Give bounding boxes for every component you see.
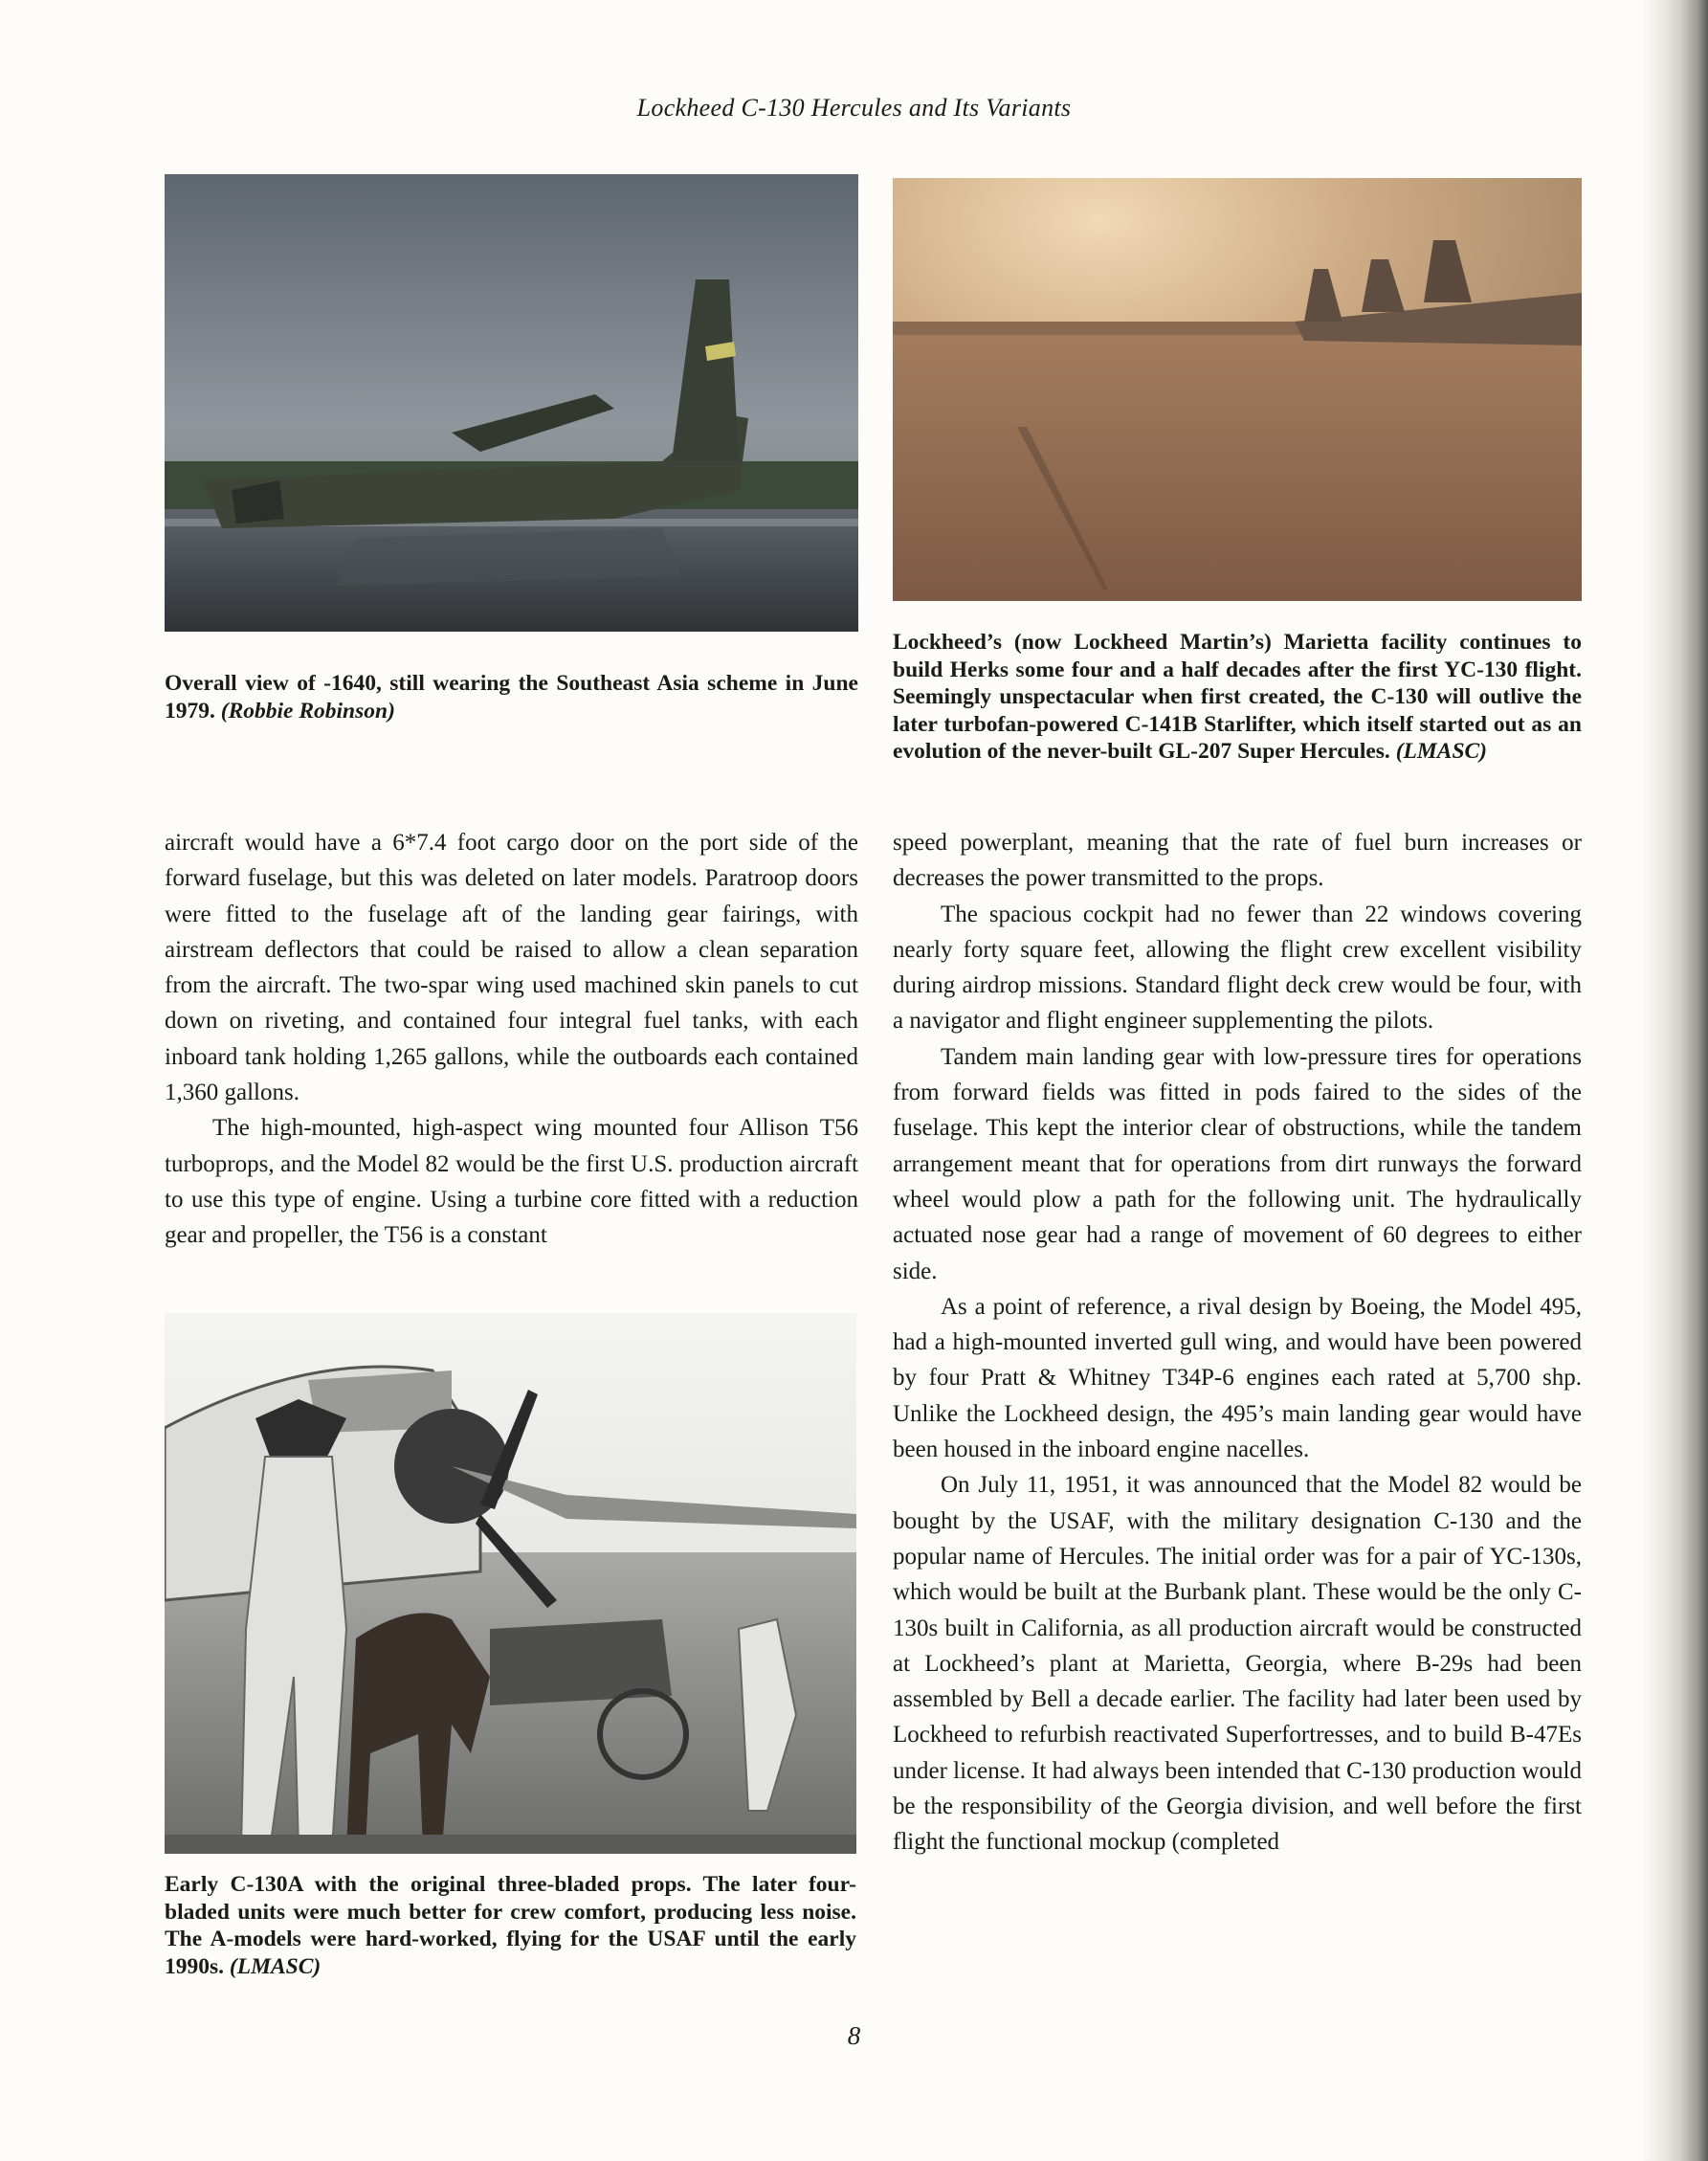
paragraph: On July 11, 1951, it was announced that the Model 82 would be bought by the USAF, with the military designation C-130 and the popular name of Hercules. The initial order was for a pair of YC-130s, which would be built at the Burbank plant. These would be the only C-130s built in California, as all production aircraft would be constructed at Lockheed’s plant at Marietta, Georgia, where B-29s had been assembled by Bell a decade earlier. The facility had later been used by Lockheed to refurbish reactivated Superfortresses, and to build B-47Es under license. It had always been intended that C-130 production would be the responsibility of the Georgia division, and well before the first flight the functional mockup (completed — [893, 1472, 1582, 1856]
paragraph: Tandem main landing gear with low-pressure tires for operations from forward fields was fitted in pods faired to the sides of the fuselage. This kept the interior clear of obstructions, while the tandem arrangement meant that for operations from dirt runways the forward wheel would plow a path for the following unit. The hydraulically actuated nose gear had a range of movement of 60 degrees to either side. — [893, 1043, 1582, 1284]
ox-cart-c130a-photo — [165, 1313, 856, 1854]
paragraph: As a point of reference, a rival design by Boeing, the Model 495, had a high-mounted inverted gull wing, and would have been powered by four Pratt & Whitney T34P-6 engines each rated at 5,700 shp. Unlike the Lockheed design, the 495’s main landing gear would have been housed in the inboard engine nacelles. — [893, 1293, 1582, 1463]
left-text-column — [165, 825, 858, 1254]
page-edge-shadow — [1641, 0, 1708, 2161]
caption-top-right: Lockheed’s (now Lockheed Martin’s) Marietta facility continues to build Herks some four and a half decades after the first YC-130 flight. Seemingly unspectacular when first created, the C-130 will outlive the later turbofan-powered C-141B Starlifter, which itself started out as an evolution of the never-built GL-207 Super Hercules. (LMASC) — [893, 630, 1582, 764]
caption-bottom-left: Early C-130A with the original three-bladed props. The later four-bladed units were much better for crew comfort, producing less noise. The A-models were hard-worked, flying for the USAF until the early 1990s. (LMASC) — [165, 1872, 856, 1979]
page-number: 8 — [847, 2021, 861, 2050]
paragraph: speed powerplant, meaning that the rate of fuel burn increases or decreases the power transmitted to the props. — [893, 830, 1582, 892]
rainy-flightline-aircraft-photo — [165, 174, 858, 632]
caption-top-left: Overall view of -1640, still wearing the Southeast Asia scheme in June 1979. (Robbie Robinson) — [165, 671, 858, 724]
photo-credit: (LMASC) — [1395, 739, 1488, 764]
right-text-column — [893, 825, 1582, 1860]
paragraph: The high-mounted, high-aspect wing mounted four Allison T56 turboprops, and the Model 82 would be the first U.S. production aircraft to use this type of engine. Using a turbine core fitted with a reduction gear and propeller, the T56 is a constant — [165, 1115, 858, 1249]
paragraph: aircraft would have a 6*7.4 foot cargo door on the port side of the forward fuselage, but this was deleted on later models. Paratroop doors were fitted to the fuselage aft of the landing gear fairings, with airstream deflectors that could be raised to allow a clean separation from the aircraft. The two-spar wing used machined skin panels to cut down on riveting, and contained four integral fuel tanks, with each inboard tank holding 1,265 gallons, while the outboards each contained 1,360 gallons. — [165, 830, 858, 1106]
running-head: Lockheed C-130 Hercules and Its Variants — [636, 94, 1072, 122]
paragraph: The spacious cockpit had no fewer than 22 windows covering nearly forty square feet, allowing the flight crew excellent visibility during airdrop missions. Standard flight deck crew would be four, with a navigator and flight engineer supplementing the pilots. — [893, 901, 1582, 1035]
photo-credit: (LMASC) — [229, 1953, 322, 1979]
photo-credit: (Robbie Robinson) — [220, 698, 395, 724]
sunset-flightline-photo — [893, 178, 1582, 601]
